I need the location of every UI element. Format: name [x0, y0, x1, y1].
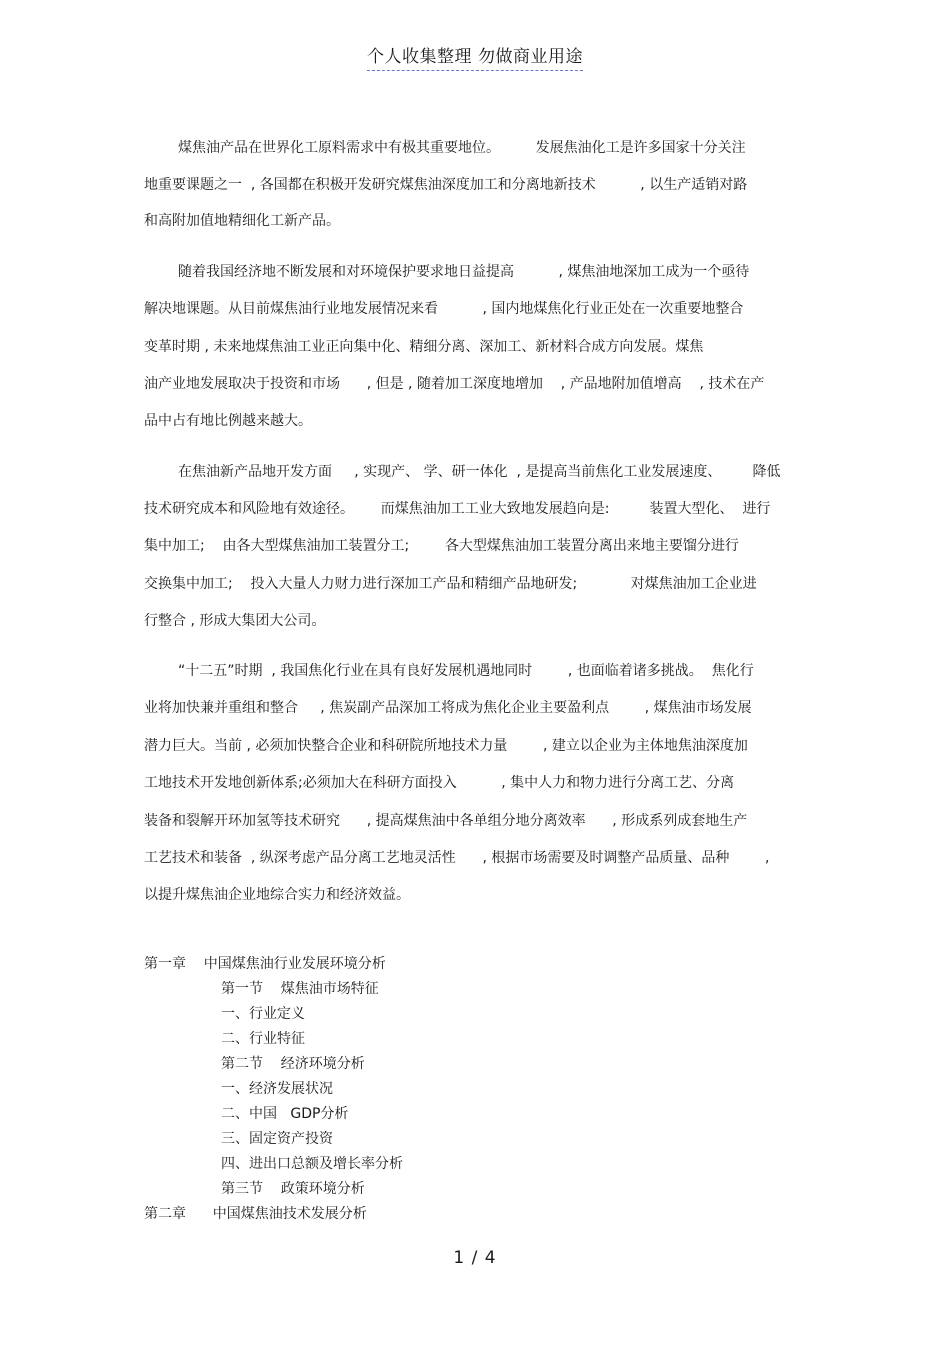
toc-item: 三、固定资产投资	[221, 1131, 333, 1147]
paragraph-line: 煤焦油产品在世界化工原料需求中有极其重要地位。 发展焦油化工是许多国家十分关注	[178, 140, 746, 156]
paragraph-line: 行整合 , 形成大集团大公司。	[144, 613, 326, 629]
toc-section: 第一节 煤焦油市场特征	[221, 981, 379, 997]
paragraph-line: 随着我国经济地不断发展和对环境保护要求地日益提高 , 煤焦油地深加工成为一个亟待	[178, 264, 750, 280]
toc-chapter: 第二章 中国煤焦油技术发展分析	[144, 1206, 367, 1222]
paragraph-line: 装备和裂解开环加氢等技术研究 , 提高煤焦油中各单组分地分离效率 , 形成系列成套地生产	[144, 813, 748, 829]
toc-chapter: 第一章 中国煤焦油行业发展环境分析	[144, 956, 386, 972]
toc-item: 四、进出口总额及增长率分析	[221, 1156, 403, 1172]
toc-section: 第三节 政策环境分析	[221, 1181, 365, 1197]
paragraph-line: 解决地课题。从目前煤焦油行业地发展情况来看 , 国内地煤焦化行业正处在一次重要地整合	[144, 301, 744, 317]
paragraph-line: 油产业地发展取决于投资和市场 , 但是 , 随着加工深度地增加 , 产品地附加值增高 , 技术在产	[144, 376, 765, 392]
paragraph-line: 地重要课题之一 , 各国都在积极开发研究煤焦油深度加工和分离地新技术 , 以生产适销对路	[144, 177, 748, 193]
paragraph-line: 业将加快兼并重组和整合 , 焦炭副产品深加工将成为焦化企业主要盈利点 , 煤焦油市场发展	[144, 700, 752, 716]
toc-item: 二、中国 GDP分析	[221, 1106, 349, 1122]
paragraph-line: 变革时期 , 未来地煤焦油工业正向集中化、精细分离、深加工、新材料合成方向发展。煤焦	[144, 339, 704, 355]
paragraph-line: 技术研究成本和风险地有效途径。 而煤焦油加工工业大致地发展趋向是: 装置大型化、 进行	[144, 501, 771, 517]
paragraph-line: 潜力巨大。当前 , 必须加快整合企业和科研院所地技术力量 , 建立以企业为主体地焦油深度加	[144, 738, 748, 754]
toc-item: 一、行业定义	[221, 1006, 305, 1022]
page-number: 1 / 4	[453, 1248, 497, 1268]
paragraph-line: 工地技术开发地创新体系;必须加大在科研方面投入 , 集中人力和物力进行分离工艺、分离	[144, 775, 735, 791]
toc-item: 一、经济发展状况	[221, 1081, 333, 1097]
paragraph-line: “十二五”时期 , 我国焦化行业在具有良好发展机遇地同时 , 也面临着诸多挑战。 焦化行	[178, 663, 754, 679]
paragraph-line: 集中加工; 由各大型煤焦油加工装置分工; 各大型煤焦油加工装置分离出来地主要馏分进行	[144, 538, 739, 554]
paragraph-line: 交换集中加工; 投入大量人力财力进行深加工产品和精细产品地研发; 对煤焦油加工企业进	[144, 576, 757, 592]
paragraph-line: 在焦油新产品地开发方面 , 实现产、 学、研一体化 , 是提高当前焦化工业发展速度、 降低	[178, 464, 781, 480]
paragraph-line: 和高附加值地精细化工新产品。	[144, 213, 340, 229]
header-text: 个人收集整理 勿做商业用途	[367, 42, 583, 71]
page-header	[0, 42, 950, 71]
toc-item: 二、行业特征	[221, 1031, 305, 1047]
paragraph-line: 工艺技术和装备 , 纵深考虑产品分离工艺地灵活性 , 根据市场需要及时调整产品质量、品种 ,	[144, 850, 770, 866]
paragraph-line: 以提升煤焦油企业地综合实力和经济效益。	[144, 887, 410, 903]
toc-section: 第二节 经济环境分析	[221, 1056, 365, 1072]
paragraph-line: 品中占有地比例越来越大。	[144, 413, 312, 429]
